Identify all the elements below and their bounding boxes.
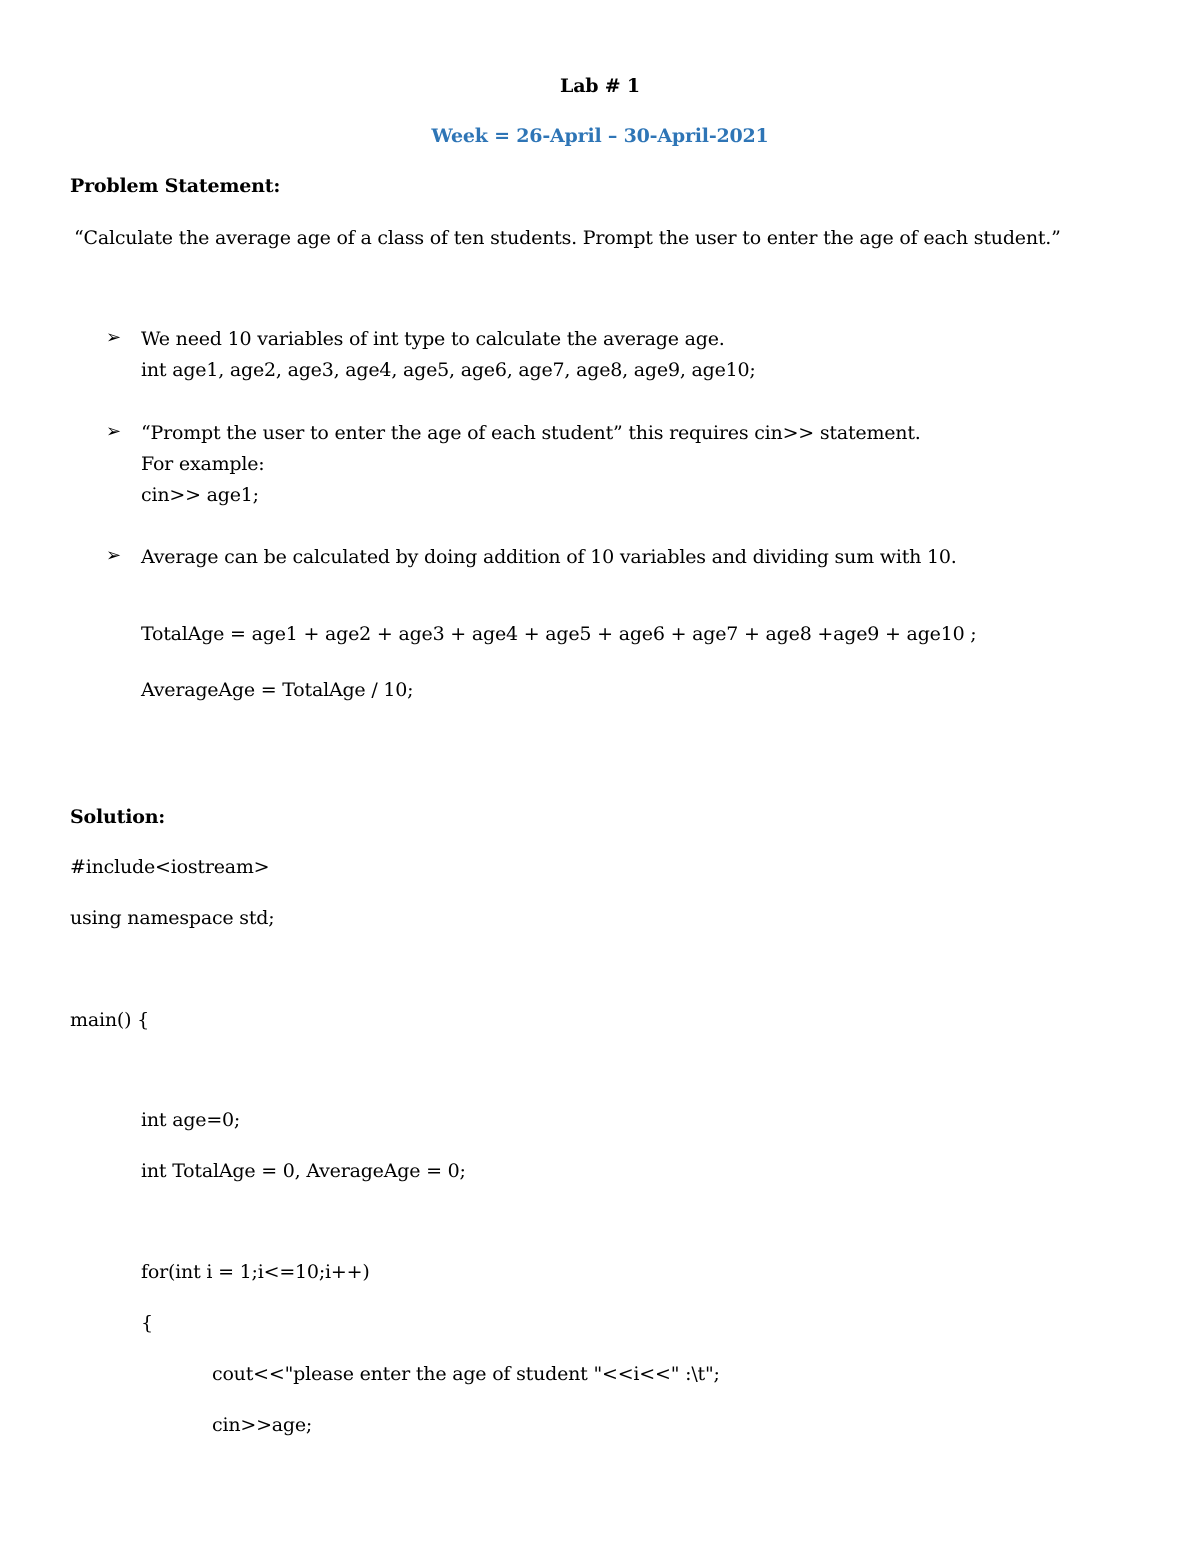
arrowhead-bullet-icon: ➢ — [106, 545, 122, 566]
code-for-loop: for(int i = 1;i<=10;i++) — [141, 1261, 370, 1283]
code-decl-age: int age=0; — [141, 1109, 241, 1131]
problem-statement: “Calculate the average age of a class of ten students. Prompt the user to enter the age of each student.” — [74, 227, 1061, 249]
arrowhead-bullet-icon: ➢ — [106, 327, 122, 348]
code-main: main() { — [70, 1009, 150, 1031]
lab-title: Lab # 1 — [560, 75, 640, 97]
code-cout-line: cout<<"please enter the age of student "<<i<<" :\t"; — [212, 1363, 720, 1385]
code-namespace: using namespace std; — [70, 907, 275, 929]
code-cin-line: cin>>age; — [212, 1414, 313, 1436]
code-open-brace: { — [141, 1312, 153, 1334]
code-include: #include<iostream> — [70, 856, 270, 878]
problem-heading: Problem Statement: — [70, 175, 281, 197]
formula-total-age: TotalAge = age1 + age2 + age3 + age4 + age5 + age6 + age7 + age8 +age9 + age10 ; — [141, 623, 977, 645]
bullet-1-text: We need 10 variables of int type to calculate the average age. — [141, 328, 725, 350]
week-range: Week = 26-April – 30-April-2021 — [431, 125, 769, 147]
arrowhead-bullet-icon: ➢ — [106, 421, 122, 442]
code-decl-totals: int TotalAge = 0, AverageAge = 0; — [141, 1160, 466, 1182]
bullet-1-code: int age1, age2, age3, age4, age5, age6, age7, age8, age9, age10; — [141, 359, 756, 381]
bullet-3-text: Average can be calculated by doing addition of 10 variables and dividing sum with 10. — [141, 546, 957, 568]
formula-average-age: AverageAge = TotalAge / 10; — [141, 679, 414, 701]
solution-heading: Solution: — [70, 806, 166, 828]
bullet-2-example-label: For example: — [141, 453, 265, 475]
bullet-2-text: “Prompt the user to enter the age of each student” this requires cin>> statement. — [141, 422, 921, 444]
bullet-2-code: cin>> age1; — [141, 484, 259, 506]
